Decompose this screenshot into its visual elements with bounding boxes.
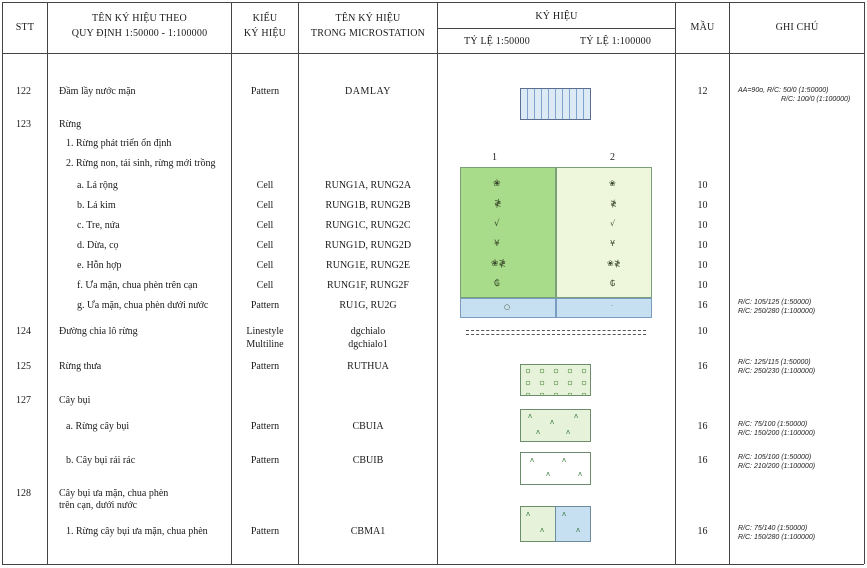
- header-kind-line1: KIỂU: [252, 13, 278, 24]
- forest-symbol-scale1: [460, 167, 556, 298]
- row-note-1: AA=90o, R/C: 50/0 (1:50000): [738, 87, 829, 94]
- sparse-forest-pattern: [520, 364, 591, 396]
- row-ms: CBMA1: [350, 526, 386, 537]
- shrub-icon: ᴧ: [574, 412, 579, 420]
- row-kind: Cell: [256, 200, 274, 211]
- pattern-dot-icon: ·: [611, 303, 613, 310]
- leaf-icon: ❀: [493, 179, 501, 189]
- row-name: d. Dừa, cọ: [77, 240, 119, 251]
- row-stt: 124: [16, 326, 31, 337]
- row-color: 16: [697, 421, 708, 432]
- row-color: 10: [697, 220, 708, 231]
- row-ms: CBUIA: [352, 421, 384, 432]
- row-name: g. Ưa mặn, chua phèn dưới nước: [77, 300, 209, 311]
- forest-symbol-scale2: [556, 167, 652, 298]
- shrub-icon: ᴧ: [550, 418, 555, 426]
- shrub-icon: ᴧ: [562, 456, 567, 464]
- row-kind: Linestyle: [246, 326, 284, 337]
- row-kind: Pattern: [250, 361, 280, 372]
- row-color: 10: [697, 280, 708, 291]
- col-line-4: [437, 2, 438, 564]
- row-kind: Pattern: [250, 86, 280, 97]
- shrub-icon: ᴧ: [576, 526, 581, 534]
- header-ms-line1: TÊN KÝ HIỆU: [335, 13, 401, 24]
- row-name: e. Hỗn hợp: [77, 260, 122, 271]
- col-line-0: [2, 2, 3, 564]
- row-kind: Cell: [256, 180, 274, 191]
- mangrove-icon: ₲: [610, 279, 616, 288]
- palm-icon: ¥: [610, 239, 616, 248]
- table-border-top: [2, 2, 864, 3]
- mixed-icon: ❀≹: [491, 259, 507, 269]
- mangrove-icon: ₲: [494, 279, 500, 289]
- shrub-icon: ᴧ: [578, 470, 583, 478]
- row-ms: RUNG1E, RUNG2E: [326, 260, 410, 271]
- shrub-icon: ᴧ: [540, 526, 545, 534]
- row-ms: RUNG1F, RUNG2F: [327, 280, 409, 291]
- row-note-2: R/C: 150/280 (1:100000): [738, 534, 816, 541]
- row-color: 16: [697, 526, 708, 537]
- row-note-2: R/C: 210/200 (1:100000): [738, 463, 816, 470]
- row-color: 16: [697, 300, 708, 311]
- row-kind: Cell: [256, 260, 274, 271]
- row-color: 10: [697, 260, 708, 271]
- header-name-line1: TÊN KÝ HIỆU THEO: [92, 13, 187, 24]
- row-kind: Cell: [256, 220, 274, 231]
- row-name: 1. Rừng phát triển ổn định: [66, 138, 172, 149]
- pattern-dot-icon: ○: [504, 303, 511, 311]
- symbol-col-2: 2: [610, 152, 615, 163]
- row-kind: Pattern: [250, 421, 280, 432]
- row-color: 10: [697, 200, 708, 211]
- header-scale-100000: TỶ LỆ 1:100000: [579, 36, 652, 47]
- row-note-2: R/C: 100/0 (1:100000): [781, 96, 851, 103]
- row-stt: 125: [16, 361, 31, 372]
- shrub-icon: ᴧ: [526, 510, 531, 518]
- row-name: Đường chia lô rừng: [59, 326, 138, 337]
- row-name: b. Lá kim: [77, 200, 116, 211]
- salt-marsh-pattern: [520, 88, 591, 120]
- shrub-icon: ᴧ: [528, 412, 533, 420]
- row-note-1: R/C: 125/115 (1:50000): [738, 359, 811, 366]
- row-ms: dgchialo: [350, 326, 386, 337]
- row-kind: Cell: [256, 240, 274, 251]
- row-name: a. Lá rộng: [77, 180, 118, 191]
- row-note-1: R/C: 75/140 (1:50000): [738, 525, 808, 532]
- row-ms: RUNG1A, RUNG2A: [324, 180, 412, 191]
- header-scale-50000: TỶ LỆ 1:50000: [464, 36, 530, 47]
- row-ms: RU1G, RU2G: [339, 300, 397, 311]
- row-color: 10: [697, 180, 708, 191]
- bamboo-icon: √: [494, 219, 500, 229]
- row-color: 16: [697, 455, 708, 466]
- mangrove-water-scale2: [556, 298, 652, 318]
- col-line-1: [47, 2, 48, 564]
- row-name: Rừng thưa: [59, 361, 102, 372]
- col-line-6: [729, 2, 730, 564]
- header-ms-line2: TRONG MICROSTATION: [310, 28, 426, 39]
- col-line-7: [864, 2, 865, 564]
- header-stt: STT: [15, 22, 35, 33]
- row-name: f. Ưa mặn, chua phèn trên cạn: [77, 280, 198, 291]
- row-color: 10: [697, 326, 708, 337]
- row-ms: DAMLAY: [345, 86, 391, 97]
- header-color: MẦU: [690, 22, 715, 33]
- header-kind-line2: KÝ HIỆU: [243, 28, 287, 39]
- row-name: Rừng: [59, 119, 82, 130]
- shrub-icon: ᴧ: [562, 510, 567, 518]
- forest-lot-boundary-line: [466, 330, 646, 335]
- row-note-1: R/C: 75/100 (1:50000): [738, 421, 808, 428]
- row-name-2: trên cạn, dưới nước: [59, 500, 138, 511]
- row-stt: 122: [16, 86, 31, 97]
- header-symbol: KÝ HIỆU: [535, 11, 578, 22]
- header-notes: GHI CHÚ: [775, 22, 819, 33]
- row-name: c. Tre, nứa: [77, 220, 120, 231]
- row-ms: CBUIB: [352, 455, 384, 466]
- row-note-2: R/C: 250/280 (1:100000): [738, 308, 816, 315]
- row-name: 1. Rừng cây bụi ưa mặn, chua phèn: [66, 526, 208, 537]
- header-name-line2: QUY ĐỊNH 1:50000 - 1:100000: [71, 28, 208, 39]
- row-note-1: R/C: 105/100 (1:50000): [738, 454, 812, 461]
- row-ms-2: dgchialo1: [348, 339, 388, 350]
- header-bottom-line: [2, 53, 864, 54]
- row-kind: Pattern: [250, 300, 280, 311]
- row-stt: 123: [16, 119, 31, 130]
- row-kind: Pattern: [250, 526, 280, 537]
- row-ms: RUTHUA: [347, 361, 389, 372]
- row-color: 12: [697, 86, 708, 97]
- shrub-icon: ᴧ: [530, 456, 535, 464]
- row-name: Đầm lầy nước mặn: [59, 86, 136, 97]
- row-kind: Pattern: [250, 455, 280, 466]
- leaf-icon: ❀: [609, 179, 616, 188]
- row-note-1: R/C: 105/125 (1:50000): [738, 299, 812, 306]
- row-stt: 128: [16, 488, 31, 499]
- row-name: b. Cây bụi rải rác: [66, 455, 136, 466]
- needle-icon: ≹: [494, 199, 502, 209]
- row-name: Cây bụi ưa mặn, chua phèn: [59, 488, 169, 499]
- row-kind: Cell: [256, 280, 274, 291]
- row-kind-2: Multiline: [246, 339, 284, 350]
- row-note-2: R/C: 250/230 (1:100000): [738, 368, 816, 375]
- symbol-subheader-line: [437, 28, 675, 29]
- bamboo-icon: √: [610, 219, 616, 228]
- row-ms: RUNG1C, RUNG2C: [325, 220, 411, 231]
- row-note-2: R/C: 150/200 (1:100000): [738, 430, 816, 437]
- mixed-icon: ❀≹: [607, 259, 621, 268]
- needle-icon: ≹: [610, 199, 617, 208]
- shrub-icon: ᴧ: [536, 428, 541, 436]
- row-stt: 127: [16, 395, 31, 406]
- salt-shrub-water-pattern: [555, 506, 591, 542]
- table-border-bottom: [2, 564, 864, 565]
- row-name: 2. Rừng non, tái sinh, rừng mới trồng: [66, 158, 216, 169]
- row-ms: RUNG1B, RUNG2B: [325, 200, 411, 211]
- row-name: Cây bụi: [59, 395, 91, 406]
- palm-icon: ¥: [494, 239, 500, 249]
- symbol-col-1: 1: [492, 152, 497, 163]
- shrub-icon: ᴧ: [566, 428, 571, 436]
- row-color: 10: [697, 240, 708, 251]
- row-color: 16: [697, 361, 708, 372]
- shrub-icon: ᴧ: [546, 470, 551, 478]
- row-ms: RUNG1D, RUNG2D: [324, 240, 412, 251]
- row-name: a. Rừng cây bụi: [66, 421, 130, 432]
